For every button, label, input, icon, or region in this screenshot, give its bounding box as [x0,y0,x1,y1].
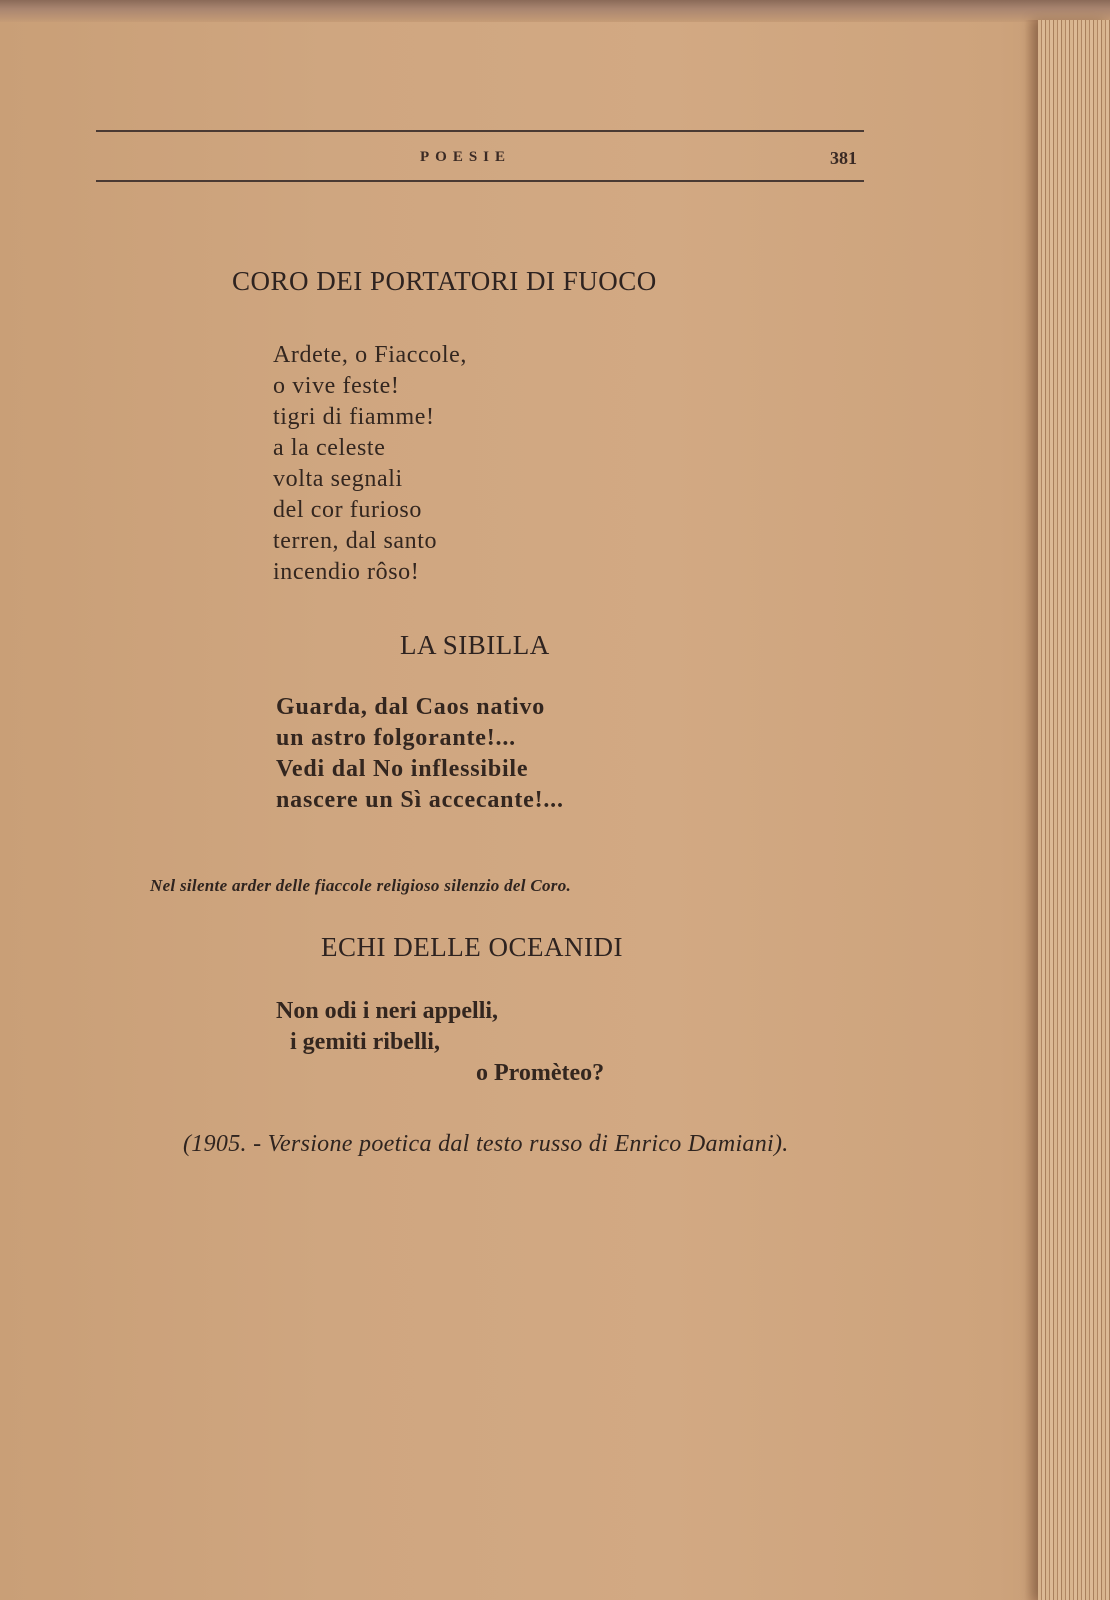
verse-line: Non odi i neri appelli, [276,998,499,1024]
page-number: 381 [830,148,857,168]
verse-line: volta segnali [273,466,403,492]
verse-block-echi [276,996,604,1089]
stacked-page-edges [1038,20,1110,1600]
verse-block-coro [273,340,467,588]
footnote: (1905. - Versione poetica dal testo russo di Enrico Damiani). [183,1131,789,1157]
verse-line: tigri di fiamme! [273,404,435,430]
running-title: POESIE [420,149,512,165]
verse-line: Ardete, o Fiaccole, [273,342,467,368]
verse-line: Guarda, dal Caos nativo [276,694,546,720]
verse-line: i gemiti ribelli, [290,1029,440,1055]
verse-line: a la celeste [273,435,386,461]
verse-line: un astro folgorante!... [276,725,516,751]
page-gutter-shadow [1024,20,1038,1600]
verse-line: incendio rôso! [273,559,420,585]
section-heading-sibilla: LA SIBILLA [400,630,550,660]
verse-block-sibilla [276,692,564,816]
page-top-edge [0,0,1110,22]
verse-line: o Promèteo? [476,1060,605,1086]
verse-line: Vedi dal No inflessibile [276,756,529,782]
verse-line: terren, dal santo [273,528,438,554]
header-rule-bottom [96,180,864,182]
header-rule-top [96,130,864,132]
verse-line: o vive feste! [273,373,400,399]
stage-direction: Nel silente arder delle fiaccole religioso silenzio del Coro. [150,876,572,895]
section-heading-echi: ECHI DELLE OCEANIDI [321,932,623,962]
verse-line: del cor furioso [273,497,422,523]
verse-line: nascere un Sì accecante!... [276,787,564,813]
section-heading-coro: CORO DEI PORTATORI DI FUOCO [232,266,657,296]
